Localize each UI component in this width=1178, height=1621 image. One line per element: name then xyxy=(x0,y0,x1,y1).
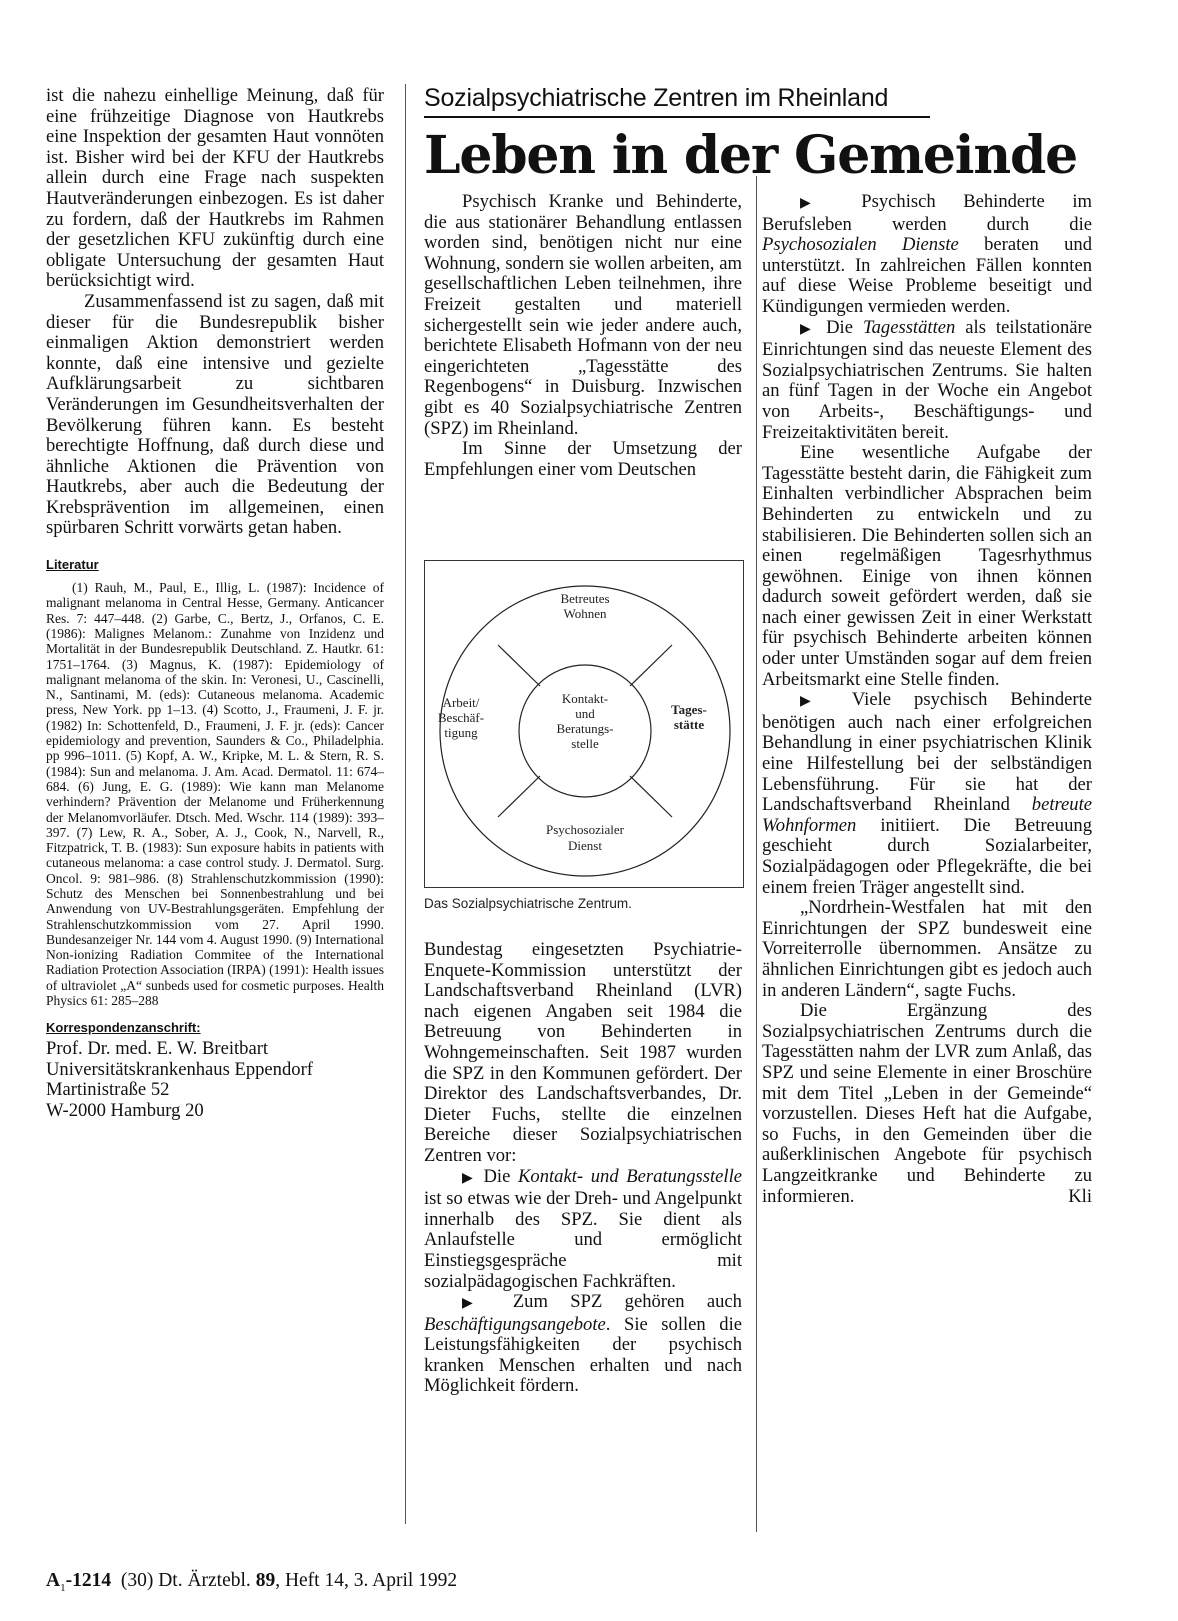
bullet-triangle-icon: ▶ xyxy=(462,1296,491,1312)
divider-line xyxy=(630,645,672,686)
paragraph-text: Die xyxy=(826,316,853,338)
segment-left-line3: tigung xyxy=(444,725,478,740)
segment-left-line1: Arbeit/ xyxy=(442,695,480,710)
italic-term: Kontakt- und Beratungsstelle xyxy=(518,1165,742,1187)
right-paragraph-3: Eine wesentliche Aufgabe der Tagesstätte besteht darin, die Fähigkeit zum Einhalten verbindlicher Absprachen beim Behinderten zu entwickeln und zu stabilisieren. Die Behinderten sollen sich an einen regelmäßigen Tagesrhythmus gewöhnen. Einige von ihnen können dadurch soweit gefördert werden, daß sie nach einer gewissen Zeit in einer Werkstatt für psychisch Behinderte arbeiten können oder unter Umständen sogar auf dem freien Arbeitsmarkt eine Stelle finden. xyxy=(762,442,1092,690)
left-body xyxy=(46,86,384,539)
center-line4: stelle xyxy=(571,736,599,751)
middle-paragraph-5 xyxy=(424,1292,742,1397)
column-rule-left xyxy=(405,84,406,1524)
bullet-triangle-icon: ▶ xyxy=(800,196,834,211)
article-headline: Leben in der Gemeinde xyxy=(424,125,1078,186)
right-paragraph-5: „Nordrhein-Westfalen hat mit den Einrichtungen der SPZ bundesweit eine Vorreiterrolle übernommen. Ansätze zu ähnlichen Einrichtungen gibt es jedoch auch in anderen Ländern“, sagte Fuchs. xyxy=(762,897,1092,1001)
divider-line xyxy=(498,645,540,686)
paragraph-text: initiiert. Die Betreuung geschieht durch Sozialarbeiter, Sozialpädagogen oder Pflegekräfte, die bei einem freien Träger angestellt sind. xyxy=(762,814,1092,898)
segment-top-line2: Wohnen xyxy=(563,606,607,621)
address-line: W-2000 Hamburg 20 xyxy=(46,1099,204,1121)
spz-diagram xyxy=(424,560,744,888)
kicker-underline xyxy=(424,116,930,118)
center-line3: Beratungs- xyxy=(556,721,614,736)
article-kicker: Sozialpsychiatrische Zentren im Rheinland xyxy=(424,84,889,112)
address-line: Martinistraße 52 xyxy=(46,1079,170,1101)
middle-column-top xyxy=(424,192,742,480)
divider-line xyxy=(630,776,672,817)
italic-term: Psychosozialen Dienste xyxy=(762,234,959,256)
diagram-caption: Das Sozialpsychiatrische Zentrum. xyxy=(424,896,632,911)
italic-term: Tagesstätten xyxy=(862,316,956,338)
bullet-triangle-icon: ▶ xyxy=(800,694,830,710)
page-number: -1214 xyxy=(65,1570,112,1591)
right-paragraph-2 xyxy=(762,318,1092,444)
bullet-triangle-icon: ▶ xyxy=(462,1170,476,1186)
paragraph-text: Viele psychisch Behinderte benötigen auch nach einer erfolgreichen Behandlung in einer psychiatrischen Klinik eine Hilfestellung bei der selbständigen Lebensführung. Für sie hat der Landschaftsverband Rheinland xyxy=(762,689,1092,816)
paragraph-text: beraten und unterstützt. In zahlreichen Fällen konnten auf diese Weise Probleme beseitigt und Kündigungen vermieden werden. xyxy=(762,234,1093,317)
right-paragraph-6 xyxy=(762,1001,1092,1207)
author-signature: Kli xyxy=(1068,1185,1092,1207)
middle-paragraph-3: Bundestag eingesetzten Psychiatrie-Enquete-Kommission unterstützt der Landschaftsverband Rheinland (LVR) nach eigenen Angaben seit 1984 die Betreuung von Behinderten in Wohngemeinschaften. Seit 1987 wurden die SPZ in den Kommunen gefördert. Der Direktor des Landschaftsverbandes, Dr. Dieter Fuchs, stellte die einzelnen Bereiche dieser Sozialpsychiatrischen Zentren vor: xyxy=(424,939,742,1166)
page-code: A xyxy=(46,1570,61,1591)
segment-bottom-line2: Dienst xyxy=(568,838,602,853)
italic-term: betreute Wohnformen xyxy=(762,794,1092,836)
spz-diagram-graphic xyxy=(425,561,743,887)
literature-heading: Literatur xyxy=(46,557,99,573)
journal-ref: (30) Dt. Ärztebl. xyxy=(120,1570,251,1591)
right-column xyxy=(762,192,1092,1207)
middle-paragraph-4: ▶ Die Kontakt- und Beratungsstelle ist so etwas wie der Dreh- und Angelpunkt innerhalb des SPZ. Sie dient als Anlaufstelle und ermöglicht Einstiegsgespräche mit sozialpädagogischen Fachkräften. xyxy=(424,1165,742,1292)
center-line1: Kontakt- xyxy=(561,691,609,706)
literature-text: (1) Rauh, M., Paul, E., Illig, L. (1987): Incidence of malignant melanoma in Central Hesse, Germany. Anticancer Res. 7: 447–448. (2) Garbe, C., Bertz, J., Orfanos, C. E. (1986): Malignes Melanom.: Zunahme von Inzidenz und Mortalität in der Bundesrepublik Deutschland. Z. Hautkr. 61: 1751–1764. (3) Magnus, K. (1987): Epidemiology of malignant melanoma of the skin. In: Veronesi, U., Cascinelli, N., Santinami, M. (eds): Cutaneous melanoma. Academic press, New York. pp 1–13. (4) Scotto, J., Fraumeni, J. F. jr. (1982) In: Schottenfeld, D., Fraumeni, J. F. jr. (eds): Cancer epidemiology and prevention, Saunders & Co., Philadelphia. pp 996–1011. (5) Kopf, A. W., Kripke, M. L. & Stern, R. S. (1984): Sun and melanoma. J. Am. Acad. Dermatol. 11: 674–684. (6) Jung, E. G. (1989): Wie kann man Melanome verhindern? Prävention der Melanome und Früherkennung der Melanomvorläufer. Dtsch. Med. Wschr. 114 (1989): 393–397. (7) Lew, R. A., Sober, A. J., Cook, N., Narvell, R., Fitzpatrick, T. B. (1983): Sun exposure habits in patients with cutaneous melanoma: a case control study. J. Dermatol. Surg. Oncol. 9: 981–986. (8) Strahlenschutzkommission (1990): Schutz des Menschen bei Sonnenbestrahlung und bei Anwendung von UV-Bestrahlungsgeräten. Empfehlung der Strahlenschutzkommission vom 27. April 1990. Bundesanzeiger Nr. 144 vom 4. August 1990. (9) International Non-ionizing Radiation Commitee of the International Radiation Protection Association (IRPA) (1991): Health issues of ultraviolet „A“ sunbeds used for cosmetic purposes. Health Physics 61: 285–288 xyxy=(46,580,384,1009)
bullet-triangle-icon: ▶ xyxy=(800,321,817,337)
middle-paragraph-1: Psychisch Kranke und Behinderte, die aus stationärer Behandlung entlassen worden sind, benötigen nicht nur eine Wohnung, sondern sie wollen arbeiten, am gesellschaftlichen Leben teilnehmen, ihre Freizeit gestalten und materiell sichergestellt sein wie jeder andere auch, berichtete Elisabeth Hofmann von der neu eingerichteten „Tagesstätte des Regenbogens“ in Duisburg. Inzwischen gibt es 40 Sozialpsychiatrische Zentren (SPZ) im Rheinland. xyxy=(424,191,742,439)
left-paragraph-2: Zusammenfassend ist zu sagen, daß mit dieser für die Bundesrepublik bisher einmaligen Aktion demonstriert werden konnte, daß eine intensive und gezielte Aufklärungsarbeit zu sichtbaren Veränderungen im Gesundheitsverhalten der Bevölkerung führen kann. Es besteht berechtigte Hoffnung, daß durch diese und ähnliche Aktionen die Prävention von Hautkrebs, aber auch die Bedeutung der Krebsprävention im allgemeinen, einen spürbaren Schritt vorwärts getan haben. xyxy=(46,290,384,539)
right-paragraph-1 xyxy=(762,192,1092,318)
address-line: Prof. Dr. med. E. W. Breitbart xyxy=(46,1038,269,1060)
italic-term: Beschäftigungsangebote xyxy=(424,1313,606,1335)
divider-line xyxy=(498,776,540,817)
journal-volume: 89 xyxy=(255,1570,276,1591)
segment-right-line1: Tages- xyxy=(671,702,707,717)
issue-date: , Heft 14, 3. April 1992 xyxy=(275,1570,458,1591)
left-paragraph-1: ist die nahezu einhellige Meinung, daß für eine frühzeitige Diagnose von Hautkrebs eine Inspektion der gesamten Haut vonnöten ist. Bisher wird bei der KFU der Hautkrebs allein durch eine Frage nach suspekten Hautveränderungen einbezogen. Es ist daher zu fordern, daß der Hautkrebs im Rahmen der gesetzlichen KFU zukünftig durch eine obligate Untersuchung der gesamten Haut berücksichtigt wird. xyxy=(46,85,384,292)
page-code-sub: 1 xyxy=(60,1581,66,1594)
column-rule-right xyxy=(756,176,757,1532)
paragraph-text: als teilstationäre Einrichtungen sind das neueste Element des Sozialpsychiatrischen Zentrums. Sie halten an fünf Tagen in der Woche ein Angebot von Arbeits-, Beschäftigungs- und Freizeitaktivitäten bereit. xyxy=(762,316,1092,443)
segment-right-line2: stätte xyxy=(673,717,705,732)
left-column xyxy=(46,86,384,1121)
center-line2: und xyxy=(575,706,595,721)
address-line: Universitätskrankenhaus Eppendorf xyxy=(46,1058,313,1080)
paragraph-text: . Sie sollen die Leistungsfähigkeiten der psychisch kranken Menschen erhalten und nach Möglichkeit fördern. xyxy=(424,1313,742,1397)
paragraph-text: Die Ergänzung des Sozialpsychiatrischen Zentrums durch die Tagesstätten nahm der LVR zum Anlaß, das SPZ und seine Elemente in einer Broschüre mit dem Titel „Leben in der Gemeinde“ vorzustellen. Dieses Heft hat die Aufgabe, so Fuchs, in den Gemeinden über die außerklinischen Angebote für psychisch Langzeitkranke und Behinderte zu informieren. xyxy=(762,1000,1092,1207)
right-paragraph-4 xyxy=(762,690,1092,898)
segment-top-line1: Betreutes xyxy=(560,591,610,606)
page-footer xyxy=(46,1570,457,1594)
paragraph-text: Psychisch Behinderte im Berufsleben werden durch die xyxy=(762,191,1092,235)
middle-column-bottom xyxy=(424,940,742,1397)
paragraph-text: Zum SPZ gehören auch xyxy=(512,1291,742,1313)
segment-bottom-line1: Psychosozialer xyxy=(546,822,624,837)
segment-left-line2: Beschäf- xyxy=(437,710,485,725)
correspondence-address xyxy=(46,1039,384,1121)
correspondence-heading: Korrespondenzanschrift: xyxy=(46,1020,201,1036)
paragraph-text: ist so etwas wie der Dreh- und Angelpunkt innerhalb des SPZ. Sie dient als Anlaufstelle und ermöglicht Einstiegsgespräche mit sozialpädagogischen Fachkräften. xyxy=(424,1188,742,1292)
middle-paragraph-2: Im Sinne der Umsetzung der Empfehlungen einer vom Deutschen xyxy=(424,438,742,480)
